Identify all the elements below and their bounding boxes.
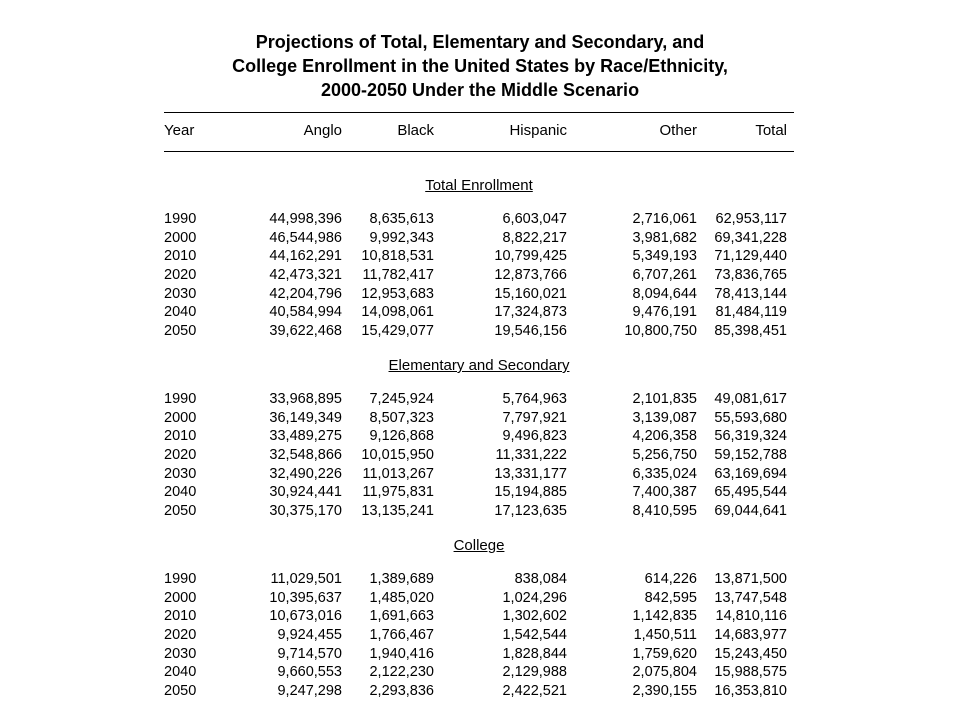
cell-anglo: 9,924,455 <box>277 627 342 644</box>
column-header-total: Total <box>755 122 787 139</box>
cell-hispanic: 1,828,844 <box>502 645 567 662</box>
cell-year: 2040 <box>164 304 197 321</box>
cell-anglo: 32,490,226 <box>269 465 342 482</box>
table-row <box>164 229 794 248</box>
cell-year: 2030 <box>164 645 197 662</box>
cell-black: 11,013,267 <box>362 465 434 482</box>
cell-hispanic: 11,331,222 <box>495 447 567 464</box>
header-rule <box>164 151 794 152</box>
cell-black: 8,635,613 <box>369 211 434 227</box>
cell-year: 2030 <box>164 465 197 482</box>
cell-other: 1,450,511 <box>633 627 697 644</box>
cell-black: 2,293,836 <box>369 683 434 700</box>
cell-year: 2020 <box>164 447 197 464</box>
table-row <box>164 266 794 285</box>
table-row <box>164 663 794 682</box>
section-elementary-secondary <box>164 357 794 520</box>
table-row <box>164 589 794 608</box>
cell-other: 842,595 <box>644 589 697 606</box>
column-header-row <box>164 121 794 141</box>
cell-anglo: 40,584,994 <box>269 304 342 321</box>
table-row <box>164 427 794 446</box>
cell-total: 13,871,500 <box>714 571 787 587</box>
table-body <box>164 390 794 521</box>
cell-other: 6,335,024 <box>632 465 697 482</box>
cell-anglo: 36,149,349 <box>269 409 342 426</box>
cell-other: 7,400,387 <box>632 484 697 501</box>
cell-hispanic: 5,764,963 <box>502 391 567 407</box>
table-row <box>164 247 794 266</box>
cell-black: 11,975,831 <box>362 484 434 501</box>
cell-anglo: 39,622,468 <box>269 323 342 340</box>
cell-year: 2050 <box>164 683 197 700</box>
section-title: Total Enrollment <box>425 177 533 194</box>
cell-year: 2000 <box>164 409 197 426</box>
table-row <box>164 210 794 229</box>
cell-hispanic: 6,603,047 <box>502 211 567 227</box>
cell-other: 5,256,750 <box>632 447 697 464</box>
cell-anglo: 10,395,637 <box>269 589 342 606</box>
section-total-enrollment <box>164 177 794 340</box>
table-row <box>164 465 794 484</box>
cell-hispanic: 8,822,217 <box>502 229 567 246</box>
cell-hispanic: 17,123,635 <box>494 503 567 520</box>
cell-total: 71,129,440 <box>714 248 787 265</box>
cell-anglo: 46,544,986 <box>269 229 342 246</box>
table-row <box>164 682 794 701</box>
cell-year: 2010 <box>164 248 197 265</box>
cell-hispanic: 7,797,921 <box>502 409 567 426</box>
cell-hispanic: 15,194,885 <box>494 484 567 501</box>
cell-other: 3,981,682 <box>632 229 697 246</box>
cell-other: 1,759,620 <box>632 645 697 662</box>
cell-hispanic: 12,873,766 <box>494 267 567 284</box>
cell-total: 15,243,450 <box>714 645 787 662</box>
cell-black: 1,389,689 <box>369 571 434 587</box>
cell-total: 63,169,694 <box>714 465 787 482</box>
cell-total: 59,152,788 <box>714 447 787 464</box>
cell-other: 6,707,261 <box>632 267 697 284</box>
table-row <box>164 570 794 589</box>
cell-total: 62,953,117 <box>715 211 787 227</box>
cell-year: 1990 <box>164 571 197 587</box>
cell-hispanic: 10,799,425 <box>494 248 567 265</box>
cell-anglo: 42,473,321 <box>269 267 342 284</box>
cell-black: 15,429,077 <box>361 323 434 340</box>
cell-total: 49,081,617 <box>714 391 787 407</box>
table-row <box>164 409 794 428</box>
cell-total: 16,353,810 <box>714 683 787 700</box>
cell-year: 2020 <box>164 627 197 644</box>
cell-other: 614,226 <box>644 571 697 587</box>
cell-other: 10,800,750 <box>624 323 697 340</box>
cell-anglo: 11,029,501 <box>270 571 342 587</box>
title-line-1: Projections of Total, Elementary and Secondary, and <box>255 32 705 52</box>
cell-hispanic: 1,024,296 <box>502 589 567 606</box>
table-row <box>164 322 794 341</box>
cell-hispanic: 838,084 <box>514 571 567 587</box>
section-college <box>164 537 794 700</box>
cell-hispanic: 9,496,823 <box>502 428 567 445</box>
cell-anglo: 33,489,275 <box>269 428 342 445</box>
cell-black: 10,818,531 <box>361 248 434 265</box>
cell-black: 1,691,663 <box>369 608 434 625</box>
title-line-2: College Enrollment in the United States by Race/Ethnicity, <box>232 56 728 76</box>
document-title <box>0 30 960 102</box>
table-row <box>164 390 794 409</box>
column-header-year: Year <box>164 122 195 139</box>
cell-hispanic: 19,546,156 <box>494 323 567 340</box>
column-header-hispanic: Hispanic <box>509 122 567 139</box>
cell-other: 2,075,804 <box>632 664 697 681</box>
cell-total: 15,988,575 <box>714 664 787 681</box>
cell-hispanic: 2,129,988 <box>502 664 567 681</box>
column-header-anglo: Anglo <box>303 122 342 139</box>
column-header-other: Other <box>659 122 697 139</box>
cell-black: 2,122,230 <box>369 664 434 681</box>
cell-total: 85,398,451 <box>714 323 787 340</box>
cell-year: 2000 <box>164 229 197 246</box>
cell-black: 1,766,467 <box>369 627 434 644</box>
cell-anglo: 32,548,866 <box>269 447 342 464</box>
table-body <box>164 570 794 701</box>
cell-year: 1990 <box>164 211 197 227</box>
table-row <box>164 483 794 502</box>
cell-hispanic: 1,302,602 <box>502 608 567 625</box>
cell-total: 81,484,119 <box>715 304 787 321</box>
cell-hispanic: 1,542,544 <box>502 627 567 644</box>
cell-black: 12,953,683 <box>361 285 434 302</box>
section-title: College <box>453 537 505 554</box>
cell-black: 1,485,020 <box>369 589 434 606</box>
cell-black: 1,940,416 <box>369 645 434 662</box>
table-row <box>164 303 794 322</box>
cell-black: 8,507,323 <box>369 409 434 426</box>
top-rule <box>164 112 794 113</box>
cell-year: 2040 <box>164 484 197 501</box>
cell-anglo: 30,924,441 <box>269 484 342 501</box>
table-row <box>164 285 794 304</box>
cell-black: 7,245,924 <box>369 391 434 407</box>
cell-year: 2010 <box>164 428 197 445</box>
cell-total: 56,319,324 <box>714 428 787 445</box>
cell-hispanic: 15,160,021 <box>494 285 567 302</box>
cell-black: 14,098,061 <box>361 304 434 321</box>
cell-anglo: 9,660,553 <box>277 664 342 681</box>
cell-year: 2050 <box>164 323 197 340</box>
cell-hispanic: 13,331,177 <box>494 465 567 482</box>
cell-other: 1,142,835 <box>632 608 697 625</box>
cell-total: 14,810,116 <box>715 608 787 625</box>
cell-other: 3,139,087 <box>632 409 697 426</box>
cell-black: 11,782,417 <box>362 267 434 284</box>
cell-anglo: 9,247,298 <box>277 683 342 700</box>
cell-total: 69,341,228 <box>714 229 787 246</box>
cell-anglo: 42,204,796 <box>269 285 342 302</box>
cell-year: 2000 <box>164 589 197 606</box>
cell-black: 9,992,343 <box>369 229 434 246</box>
title-line-3: 2000-2050 Under the Middle Scenario <box>320 80 640 100</box>
cell-other: 9,476,191 <box>632 304 697 321</box>
cell-anglo: 44,998,396 <box>269 211 342 227</box>
cell-year: 2050 <box>164 503 197 520</box>
cell-other: 8,410,595 <box>632 503 697 520</box>
cell-total: 55,593,680 <box>714 409 787 426</box>
cell-anglo: 30,375,170 <box>269 503 342 520</box>
cell-other: 4,206,358 <box>632 428 697 445</box>
cell-year: 2040 <box>164 664 197 681</box>
cell-total: 14,683,977 <box>714 627 787 644</box>
table-row <box>164 502 794 521</box>
table-row <box>164 645 794 664</box>
cell-year: 2030 <box>164 285 197 302</box>
cell-total: 78,413,144 <box>714 285 787 302</box>
cell-total: 69,044,641 <box>714 503 787 520</box>
table-row <box>164 446 794 465</box>
cell-hispanic: 17,324,873 <box>494 304 567 321</box>
cell-year: 1990 <box>164 391 197 407</box>
cell-other: 5,349,193 <box>632 248 697 265</box>
table-body <box>164 210 794 341</box>
cell-anglo: 33,968,895 <box>269 391 342 407</box>
table-row <box>164 626 794 645</box>
cell-black: 10,015,950 <box>361 447 434 464</box>
cell-hispanic: 2,422,521 <box>502 683 567 700</box>
cell-other: 2,390,155 <box>632 683 697 700</box>
cell-black: 9,126,868 <box>369 428 434 445</box>
cell-anglo: 44,162,291 <box>269 248 342 265</box>
cell-anglo: 10,673,016 <box>269 608 342 625</box>
table-row <box>164 607 794 626</box>
cell-anglo: 9,714,570 <box>277 645 342 662</box>
section-title: Elementary and Secondary <box>388 357 570 374</box>
cell-other: 2,716,061 <box>632 211 697 227</box>
cell-other: 8,094,644 <box>632 285 697 302</box>
column-header-black: Black <box>397 122 434 139</box>
cell-other: 2,101,835 <box>632 391 697 407</box>
cell-black: 13,135,241 <box>361 503 434 520</box>
cell-total: 65,495,544 <box>714 484 787 501</box>
cell-year: 2020 <box>164 267 197 284</box>
cell-total: 73,836,765 <box>714 267 787 284</box>
cell-year: 2010 <box>164 608 197 625</box>
cell-total: 13,747,548 <box>714 589 787 606</box>
